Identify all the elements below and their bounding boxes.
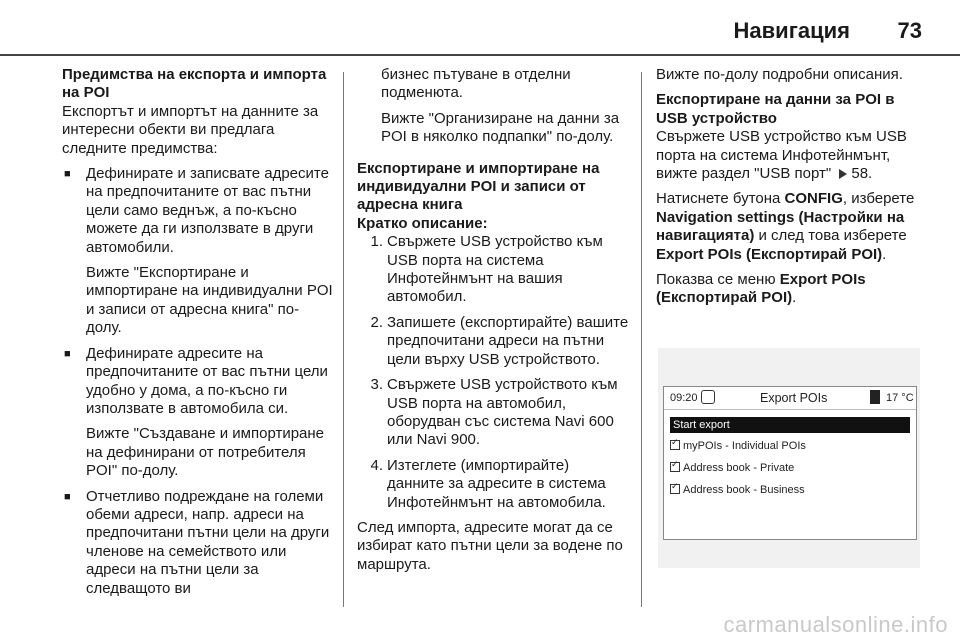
bullet-square-icon: ■ bbox=[64, 168, 71, 181]
menu-item-label: Address book - Business bbox=[683, 484, 805, 496]
step-item bbox=[357, 233, 629, 307]
summary-label: Кратко описание: bbox=[357, 214, 488, 232]
bullet-item bbox=[62, 345, 334, 419]
step-text: Изтеглете (импортирайте) данните за адресите в система Инфотейнмънт на автомобила. bbox=[387, 456, 606, 511]
step-number: 2. bbox=[370, 313, 383, 331]
checkbox-checked-icon bbox=[670, 440, 680, 450]
menu-item-address-business bbox=[670, 484, 805, 496]
column-1 bbox=[62, 66, 334, 598]
navigation-settings-label: Navigation settings (Настройки на навигацията) bbox=[656, 208, 905, 245]
step-item bbox=[357, 376, 629, 450]
page-reference-arrow-icon bbox=[839, 169, 847, 179]
sync-icon bbox=[701, 390, 715, 404]
bullet-text: Дефинирате адресите на предпочитаните от вас пътни цели удобно у дома, а по-късно ги използвате в автомобила си. bbox=[86, 344, 328, 417]
instruction-text: Натиснете бутона bbox=[656, 190, 781, 208]
step-text: Запишете (експортирайте) вашите предпочитани адреси на пътни цели върху USB устройството. bbox=[387, 313, 629, 368]
step-text: Свържете USB устройство към USB порта на система Инфотейнмънт на вашия автомобил. bbox=[387, 233, 603, 306]
infotainment-screen bbox=[663, 386, 917, 540]
page-number: 73 bbox=[897, 18, 922, 43]
step-number: 3. bbox=[370, 376, 383, 394]
step-number: 1. bbox=[370, 233, 383, 251]
column-divider-2 bbox=[641, 72, 642, 607]
screen-clock: 09:20 bbox=[670, 392, 698, 404]
checkbox-checked-icon bbox=[670, 462, 680, 472]
connect-usb-text: Свържете USB устройство към USB порта на система Инфотейнмънт, вижте раздел "USB порт" bbox=[656, 128, 907, 183]
step-number: 4. bbox=[370, 456, 383, 474]
press-config-paragraph bbox=[656, 190, 926, 264]
see-below-paragraph: Вижте по-долу подробни описания. bbox=[656, 66, 903, 83]
menu-item-label: Address book - Private bbox=[683, 462, 795, 474]
after-import-paragraph: След импорта, адресите могат да се избират като пътни цели за водене по маршрута. bbox=[357, 518, 623, 573]
menu-item-label: myPOIs - Individual POIs bbox=[683, 440, 806, 452]
column-divider-1 bbox=[343, 72, 344, 607]
menu-item-individual-pois bbox=[670, 440, 806, 452]
instruction-text: Показва се меню bbox=[656, 271, 776, 289]
intro-paragraph: Експортът и импортът на данните за интересни обекти ви предлага следните предимства: bbox=[62, 102, 319, 157]
instruction-text: . bbox=[882, 245, 887, 263]
section-heading-advantages: Предимства на експорта и импорта на POI bbox=[62, 66, 327, 102]
page-header bbox=[0, 0, 960, 56]
screen-temperature: 17 °C bbox=[886, 392, 914, 404]
bullet-continuation: бизнес пътуване в отделни подменюта. bbox=[381, 66, 571, 102]
bullet-square-icon: ■ bbox=[64, 347, 71, 360]
step-item bbox=[357, 457, 629, 512]
chapter-title: Навигация bbox=[733, 18, 850, 43]
bullet-see-also: Вижте "Създаване и импортиране на дефинирани от потребителя POI" по-долу. bbox=[86, 425, 325, 480]
step-text: Свържете USB устройството към USB порта на автомобил, оборудван със система Navi 600 или Navi 900. bbox=[387, 376, 618, 449]
config-button-label: CONFIG bbox=[784, 190, 843, 208]
checkbox-checked-icon bbox=[670, 484, 680, 494]
bullet-item bbox=[62, 488, 334, 598]
connect-usb-paragraph bbox=[656, 128, 926, 183]
export-pois-label: Export POIs (Експортирай POI) bbox=[656, 245, 883, 263]
export-pois-menu-label: Export POIs (Експортирай POI) bbox=[656, 271, 866, 307]
instruction-text: . bbox=[792, 289, 797, 307]
section-heading-export-usb: Експортиране на данни за POI в USB устройство bbox=[656, 91, 895, 127]
thermometer-icon bbox=[870, 390, 880, 404]
bullet-item bbox=[62, 165, 334, 257]
step-item bbox=[357, 314, 629, 369]
screen-title: Export POIs bbox=[760, 391, 828, 405]
bullet-see-also: Вижте "Експортиране и импортиране на индивидуални POI и записи от адресна книга" по-долу. bbox=[86, 264, 333, 337]
start-export-menu-item: Start export bbox=[670, 417, 910, 433]
bullet-text: Отчетливо подреждане на големи обеми адреси, напр. адреси на предпочитани пътни цели на други членове на семейството или адреси на пътни цели за следващото ви bbox=[86, 487, 330, 597]
menu-item-address-private bbox=[670, 462, 794, 474]
instruction-text: и след това изберете bbox=[758, 227, 907, 245]
screen-illustration bbox=[658, 348, 920, 568]
column-3 bbox=[656, 66, 926, 315]
screen-status-bar bbox=[664, 387, 916, 410]
see-also-paragraph: Вижте "Организиране на данни за POI в няколко подпапки" по-долу. bbox=[381, 109, 620, 146]
instruction-text: , изберете bbox=[842, 190, 915, 208]
column-2 bbox=[357, 66, 629, 581]
page-reference: 58. bbox=[851, 165, 873, 183]
bullet-square-icon: ■ bbox=[64, 490, 71, 503]
watermark: carmanualsonline.info bbox=[723, 612, 948, 637]
section-heading-export-import: Експортиране и импортиране на индивидуални POI и записи от адресна книга bbox=[357, 159, 600, 214]
menu-shown-paragraph bbox=[656, 271, 926, 308]
bullet-text: Дефинирате и записвате адресите на предпочитаните от вас пътни цели само веднъж, а по-късно можете да ги използвате в други автомобили. bbox=[86, 165, 329, 256]
header-divider bbox=[0, 54, 960, 56]
